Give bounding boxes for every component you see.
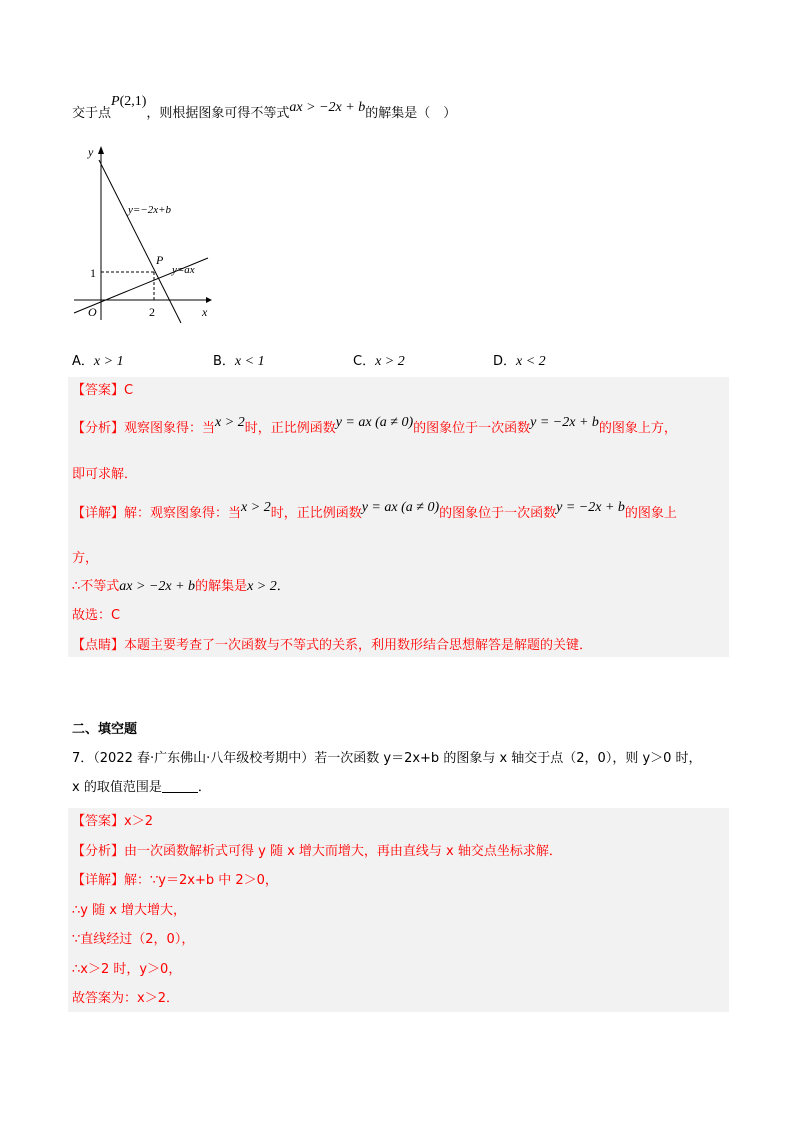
q6-inequality: ax > −2x + b bbox=[289, 100, 366, 115]
q6-stem-text-3: 的解集是（ ） bbox=[365, 106, 457, 121]
q6-detail-cont: 方， bbox=[72, 551, 99, 566]
q7-detail: 【详解】解：∵y＝2x+b 中 2＞0， bbox=[72, 873, 278, 888]
q6-stem-text-2: ，则根据图象可得不等式 bbox=[146, 106, 290, 121]
q6-detail-text-2: 时，正比例函数 bbox=[270, 506, 362, 521]
q6-therefore-period: ． bbox=[276, 579, 290, 594]
q6-analysis-cond: x > 2 bbox=[215, 415, 245, 430]
y-axis-label: y bbox=[88, 145, 94, 159]
option-c-letter: C． bbox=[353, 354, 376, 369]
q6-point-coords: (2,1) bbox=[119, 94, 147, 109]
q6-analysis bbox=[72, 415, 677, 439]
q6-therefore-text-1: ∴不等式 bbox=[72, 579, 120, 594]
q7-final: 故答案为：x＞2． bbox=[72, 991, 179, 1006]
q6-graph bbox=[68, 140, 218, 325]
option-c[interactable] bbox=[353, 350, 405, 370]
q6-analysis-text-4: 的图象上方， bbox=[598, 421, 677, 436]
y-axis-arrow-icon bbox=[98, 146, 104, 154]
q7-stem-end: ． bbox=[197, 780, 211, 795]
y-tick-label: 1 bbox=[90, 266, 96, 280]
q7-stem-text: x 的取值范围是 bbox=[72, 780, 162, 795]
q7-step-1: ∴y 随 x 增大增大， bbox=[72, 903, 187, 918]
option-d-letter: D． bbox=[493, 354, 517, 369]
q6-detail-text-4: 的图象上 bbox=[624, 506, 677, 521]
q6-analysis-text-1: 观察图象得：当 bbox=[124, 421, 216, 436]
q7-answer-blank[interactable] bbox=[162, 778, 198, 793]
q6-stem-text-1: 交于点 bbox=[72, 106, 112, 121]
q6-analysis-prop-func: y = ax (a ≠ 0) bbox=[335, 415, 414, 430]
q7-answer: 【答案】x＞2 bbox=[72, 814, 153, 829]
option-d[interactable] bbox=[493, 350, 546, 370]
option-a-expr: x > 1 bbox=[93, 354, 124, 369]
option-c-expr: x > 2 bbox=[375, 354, 405, 369]
q6-therefore-ineq: ax > −2x + b bbox=[119, 579, 196, 594]
q6-therefore-result: x > 2 bbox=[247, 579, 277, 594]
option-b[interactable] bbox=[213, 350, 265, 370]
x-axis-label: x bbox=[202, 305, 208, 319]
q6-detail-lin-func: y = −2x + b bbox=[556, 500, 625, 515]
line1-label: y=−2x+b bbox=[128, 204, 172, 216]
q7-analysis: 【分析】由一次函数解析式可得 y 随 x 增大而增大，再由直线与 x 轴交点坐标求解． bbox=[72, 844, 562, 859]
x-axis-arrow-icon bbox=[206, 297, 212, 303]
option-d-expr: x < 2 bbox=[516, 354, 546, 369]
option-a-letter: A． bbox=[72, 354, 94, 369]
q7-stem-line-2 bbox=[72, 778, 211, 798]
option-b-letter: B． bbox=[213, 354, 235, 369]
section-heading: 二、填空题 bbox=[72, 722, 138, 737]
q6-stem bbox=[72, 94, 457, 124]
q6-detail-prop-func: y = ax (a ≠ 0) bbox=[361, 500, 440, 515]
q6-answer-value: C bbox=[124, 383, 134, 398]
origin-label: O bbox=[88, 305, 97, 319]
q6-detail-text-1: 解：观察图象得：当 bbox=[124, 506, 242, 521]
line2-label: y=ax bbox=[172, 264, 195, 276]
q7-stem-line-1: 7．（2022 春·广东佛山·八年级校考期中）若一次函数 y＝2x+b 的图象与 x 轴交于点（2，0），则 y＞0 时， bbox=[72, 751, 702, 766]
q6-answer bbox=[72, 381, 133, 401]
x-tick-label: 2 bbox=[149, 305, 155, 319]
option-b-expr: x < 1 bbox=[234, 354, 265, 369]
q6-answer-tag: 【答案】 bbox=[72, 383, 125, 398]
q7-step-2: ∵直线经过（2，0）， bbox=[72, 932, 195, 947]
q6-point-label: P bbox=[111, 94, 120, 109]
q6-comment-text: 本题主要考查了一次函数与不等式的关系，利用数形结合思想解答是解题的关键． bbox=[124, 638, 593, 653]
q6-detail-text-3: 的图象位于一次函数 bbox=[439, 506, 557, 521]
q6-therefore-text-2: 的解集是 bbox=[195, 579, 248, 594]
option-a[interactable] bbox=[72, 350, 124, 370]
q6-analysis-lin-func: y = −2x + b bbox=[530, 415, 599, 430]
q6-analysis-text-3: 的图象位于一次函数 bbox=[413, 421, 531, 436]
q6-comment bbox=[72, 636, 592, 656]
q6-detail-cond: x > 2 bbox=[241, 500, 271, 515]
line-y-neg2x-plus-b bbox=[99, 160, 181, 323]
q6-analysis-cont: 即可求解． bbox=[72, 467, 138, 482]
q7-step-3: ∴x＞2 时，y＞0， bbox=[72, 962, 182, 977]
q6-detail-tag: 【详解】 bbox=[72, 506, 125, 521]
q6-analysis-text-2: 时，正比例函数 bbox=[244, 421, 336, 436]
q6-therefore bbox=[72, 577, 290, 597]
q6-comment-tag: 【点睛】 bbox=[72, 638, 125, 653]
q6-detail bbox=[72, 500, 677, 524]
point-p-label: P bbox=[156, 253, 164, 267]
q6-analysis-tag: 【分析】 bbox=[72, 421, 125, 436]
q6-choice: 故选：C bbox=[72, 608, 121, 623]
